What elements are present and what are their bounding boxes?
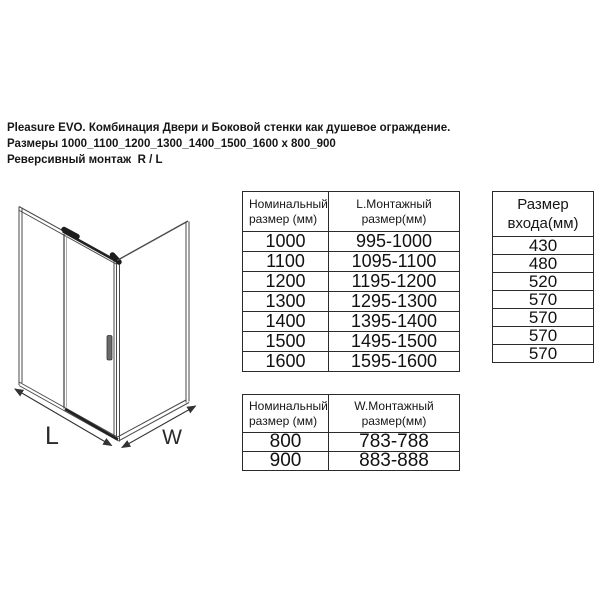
table-row [243, 291, 459, 311]
nominal-size-header: Номинальный размер (мм) [249, 399, 328, 428]
entrance-size-header: Размер входа(мм) [507, 196, 579, 232]
entrance-table-header-row [493, 192, 593, 236]
table-row [493, 254, 593, 272]
entrance-size-cell: 430 [528, 237, 558, 254]
nominal-size-cell: 1300 [265, 292, 306, 311]
nominal-size-header: Номинальный размер (мм) [249, 197, 328, 226]
width-size-table [242, 394, 460, 471]
table-row [493, 236, 593, 254]
table-row [493, 344, 593, 362]
entrance-size-table [492, 191, 594, 363]
table-row [243, 251, 459, 271]
table-row [243, 311, 459, 331]
side-panel [117, 221, 189, 441]
mounting-size-cell: 883-888 [328, 452, 459, 470]
length-table-header-row [243, 192, 459, 231]
mounting-size-cell: 1295-1300 [328, 292, 459, 311]
mounting-size-cell: 1395-1400 [328, 312, 459, 331]
entrance-size-cell: 480 [528, 255, 558, 272]
table-row [243, 432, 459, 451]
table-row [243, 351, 459, 371]
length-arrow [15, 389, 112, 446]
shower-enclosure-drawing [0, 190, 230, 460]
table-row [243, 231, 459, 251]
width-dimension-label: W [162, 426, 182, 449]
mounting-size-cell: 783-788 [328, 433, 459, 451]
table-row [243, 451, 459, 470]
front-panel [19, 207, 120, 442]
table-row [493, 290, 593, 308]
mounting-size-cell: 1195-1200 [328, 272, 459, 291]
table-row [493, 326, 593, 344]
document-header [7, 120, 450, 168]
nominal-size-cell: 1200 [265, 272, 306, 291]
nominal-size-cell: 1500 [265, 332, 306, 351]
entrance-size-cell: 570 [528, 309, 558, 326]
length-size-table [242, 191, 460, 372]
l-mounting-size-header: L.Монтажный размер(мм) [328, 192, 459, 231]
width-arrow [122, 406, 196, 448]
nominal-size-cell: 1100 [266, 252, 305, 271]
entrance-size-cell: 520 [528, 273, 558, 290]
table-row [493, 272, 593, 290]
length-dimension-label: L [45, 422, 59, 450]
nominal-size-cell: 900 [269, 452, 302, 470]
entrance-size-cell: 570 [528, 327, 558, 344]
nominal-size-cell: 800 [269, 433, 302, 451]
mounting-size-cell: 995-1000 [328, 232, 459, 251]
entrance-size-cell: 570 [528, 345, 558, 362]
title-line-1: Pleasure EVO. Комбинация Двери и Боковой стенки как душевое ограждение. [7, 122, 451, 134]
mounting-size-cell: 1495-1500 [328, 332, 459, 351]
nominal-size-cell: 1400 [265, 312, 306, 331]
nominal-size-cell: 1000 [265, 232, 306, 251]
entrance-size-cell: 570 [528, 291, 558, 308]
width-table-header-row [243, 395, 459, 432]
table-row [243, 331, 459, 351]
door-handle [107, 336, 112, 361]
mounting-size-cell: 1595-1600 [328, 352, 459, 371]
mounting-size-cell: 1095-1100 [328, 252, 459, 271]
title-line-3: Реверсивный монтаж R / L [7, 154, 163, 166]
w-mounting-size-header: W.Монтажный размер(мм) [328, 395, 459, 432]
nominal-size-cell: 1600 [265, 352, 306, 371]
table-row [493, 308, 593, 326]
title-line-2: Размеры 1000_1100_1200_1300_1400_1500_1600 x 800_900 [7, 138, 336, 150]
table-row [243, 271, 459, 291]
